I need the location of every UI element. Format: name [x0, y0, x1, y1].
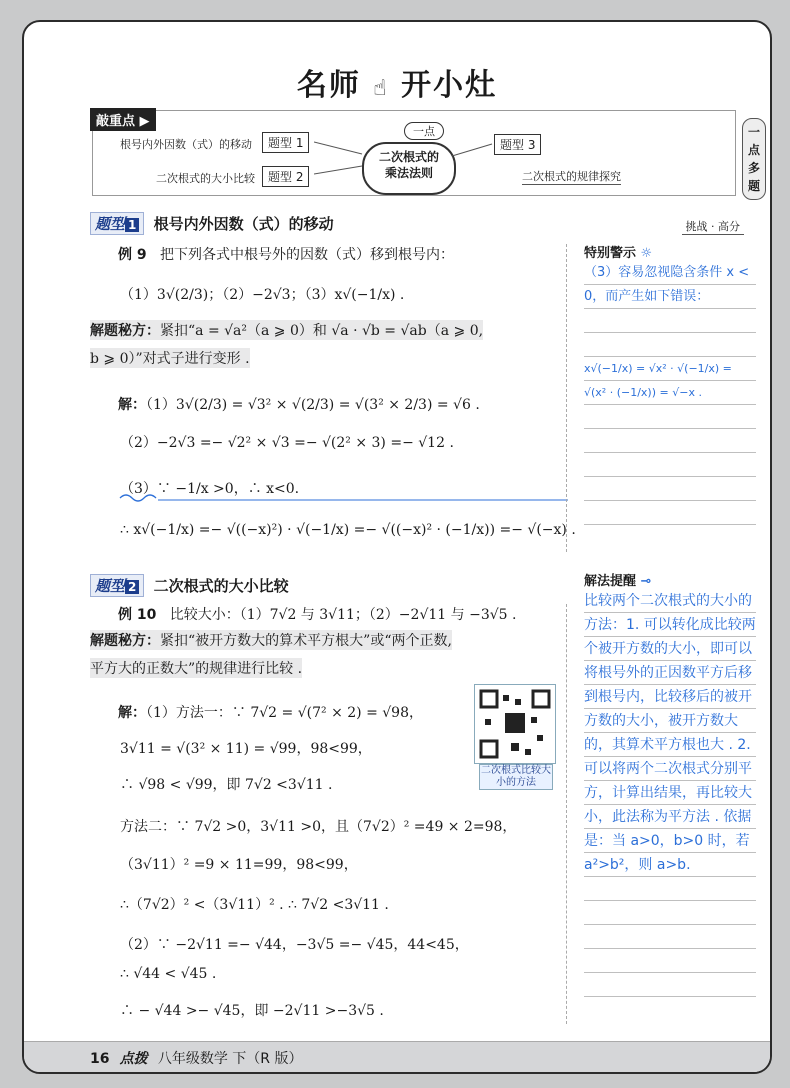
- sidebar-warning-title: [584, 242, 756, 261]
- tip-2-line-2: 平方大的正数大”的规律进行比较 .: [90, 658, 302, 678]
- vertical-char: 一: [747, 125, 760, 139]
- map-connectors: [314, 132, 514, 182]
- sidebar-hint: [584, 570, 756, 1009]
- tip-1-line-1: [90, 320, 483, 340]
- map-center-line1: 二次根式的: [378, 150, 439, 164]
- solution-2-line-3: ∴ √98 < √99，即 7√2 <3√11 .: [120, 777, 333, 793]
- solution-2-line-8: ∴ √44 < √45 .: [120, 966, 217, 982]
- solution-1-line-3: （3）∵ −1/x >0，∴ x<0.: [120, 481, 300, 497]
- tag-text: 题型: [95, 577, 126, 595]
- sidebar-hint-title: [584, 570, 756, 589]
- example-label: 例 9: [118, 247, 147, 263]
- solution-2-line-4: 方法二：∵ 7√2 >0，3√11 >0，且（7√2）² =49 × 2=98，: [120, 819, 517, 835]
- example-9-parts: （1）3√(2/3)；（2）−2√3；（3）x√(−1/x) .: [120, 287, 405, 303]
- sidebar-warning-text: （3）容易忽视隐含条件 x < 0，而产生如下错误：: [584, 261, 756, 357]
- solution-1-line-1: [118, 394, 480, 414]
- qr-code[interactable]: [474, 684, 556, 764]
- sidebar-warning: [584, 242, 756, 525]
- sidebar-hint-text: 比较两个二次根式的大小的方法：1. 可以转化成比较两个被开方数的大小，即可以将根号外的正因数平方后移到根号内，比较移后的被开方数的大小，被开方数大的，其算术平方根也大 . 2. 可以将两个二次根式分别平方，计算出结果，再比较大小，此法称为平方法 . 依据是：当 a>0，b>0 时，若 a²>b²，则 a>b.: [584, 589, 756, 1009]
- key-icon: ⊸: [640, 574, 652, 589]
- map-type-3: 题型 3: [494, 134, 541, 155]
- solution-1-line-4: ∴ x√(−1/x) =− √((−x)²) · √(−1/x) =− √((−x)² · (−1/x)) =− √(−x) .: [120, 522, 576, 538]
- header-title-right: 开小灶: [401, 68, 498, 103]
- tip-text: 紧扣“被开方数大的算术平方根大”或“两个正数,: [160, 633, 452, 649]
- tip-label: 解题秘方：: [90, 323, 160, 339]
- tag-num: 2: [125, 580, 139, 594]
- section-2-tag: [90, 574, 144, 597]
- section-1-title: 根号内外因数（式）的移动: [153, 215, 334, 233]
- example-9: [118, 244, 454, 264]
- section-1-heading: [90, 212, 334, 235]
- example-label: 例 10: [118, 607, 157, 623]
- callout-connector: [118, 490, 578, 506]
- vertical-char: 多: [747, 161, 760, 175]
- page-number: 16: [90, 1051, 110, 1067]
- header-title-left: 名师: [296, 68, 361, 103]
- qr-pattern-icon: [475, 685, 555, 763]
- tag-num: 1: [125, 218, 139, 232]
- divider: [566, 244, 567, 552]
- solution-1-line-2: （2）−2√3 =− √2² × √3 =− √(2² × 3) =− √12 .: [120, 435, 454, 451]
- map-type-1: 题型 1: [262, 132, 309, 153]
- tag-text: 题型: [95, 215, 126, 233]
- example-10: [118, 604, 516, 624]
- solution-label: 解：: [118, 705, 146, 721]
- section-2-heading: [90, 574, 289, 597]
- vertical-tab: [742, 118, 766, 200]
- solution-text: （1）3√(2/3) = √3² × √(2/3) = √(3² × 2/3) = √6 .: [146, 397, 480, 413]
- tip-1-line-2: b ⩾ 0）”对式子进行变形 .: [90, 348, 250, 368]
- page-footer: [24, 1041, 770, 1072]
- page-header: [24, 60, 770, 104]
- warning-formula-2: √(x² · (−1/x)) = √−x .: [584, 386, 702, 399]
- divider: [566, 604, 567, 1024]
- book-title: 八年级数学 下（R 版）: [157, 1051, 303, 1067]
- vertical-char: 点: [747, 143, 760, 157]
- warning-title-text: 特别警示: [584, 246, 637, 261]
- section-1-tag: [90, 212, 144, 235]
- tip-text: 紧扣“a = √a²（a ⩾ 0）和 √a · √b = √ab（a ⩾ 0,: [160, 323, 484, 339]
- map-type-2: 题型 2: [262, 166, 309, 187]
- solution-2-line-6: ∴（7√2）² <（3√11）² . ∴ 7√2 <3√11 .: [120, 897, 389, 913]
- example-text: 比较大小：（1）7√2 与 3√11；（2）−2√11 与 −3√5 .: [169, 607, 517, 623]
- sidebar-warning-formula: [584, 357, 756, 405]
- sidebar-warning-lines: [584, 405, 756, 525]
- solution-2-line-2: 3√11 = √(3² × 11) = √99，98<99，: [120, 741, 372, 757]
- solution-label: 解：: [118, 397, 146, 413]
- warning-formula-1: x√(−1/x) = √x² · √(−1/x) =: [584, 362, 732, 375]
- footer-content: [90, 1048, 302, 1068]
- map-left-2: 二次根式的大小比较: [156, 172, 255, 185]
- pointing-hand-icon: ☝: [373, 76, 389, 101]
- tip-2-line-1: [90, 630, 452, 650]
- solution-text: （1）方法一：∵ 7√2 = √(7² × 2) = √98，: [146, 705, 423, 721]
- solution-2-line-7: （2）∵ −2√11 =− √44，−3√5 =− √45，44<45，: [120, 937, 469, 953]
- solution-2-line-5: （3√11）² =9 × 11=99，98<99，: [120, 857, 358, 873]
- qr-caption: 二次根式比较大小的方法: [481, 765, 551, 788]
- map-center-line2: 乘法法则: [384, 166, 433, 180]
- brand-logo: 点拨: [119, 1051, 148, 1067]
- page: [22, 20, 772, 1074]
- map-right-3: 二次根式的规律探究: [522, 170, 621, 183]
- map-left-1: 根号内外因数（式）的移动: [120, 138, 252, 151]
- example-text: 把下列各式中根号外的因数（式）移到根号内：: [159, 247, 454, 263]
- solution-2-line-9: ∴ − √44 >− √45，即 −2√11 >−3√5 .: [120, 1003, 384, 1019]
- hint-title-text: 解法提醒: [584, 574, 637, 589]
- map-bubble: 一点: [404, 122, 444, 140]
- vertical-char: 题: [747, 179, 760, 193]
- section-2-title: 二次根式的大小比较: [153, 577, 289, 595]
- solution-2-line-1: [118, 702, 423, 722]
- tip-label: 解题秘方：: [90, 633, 160, 649]
- challenge-badge: 挑战 · 高分: [682, 218, 745, 235]
- warning-icon: ☼: [640, 246, 653, 261]
- concept-map-tag: 敲重点 ▶: [90, 108, 156, 131]
